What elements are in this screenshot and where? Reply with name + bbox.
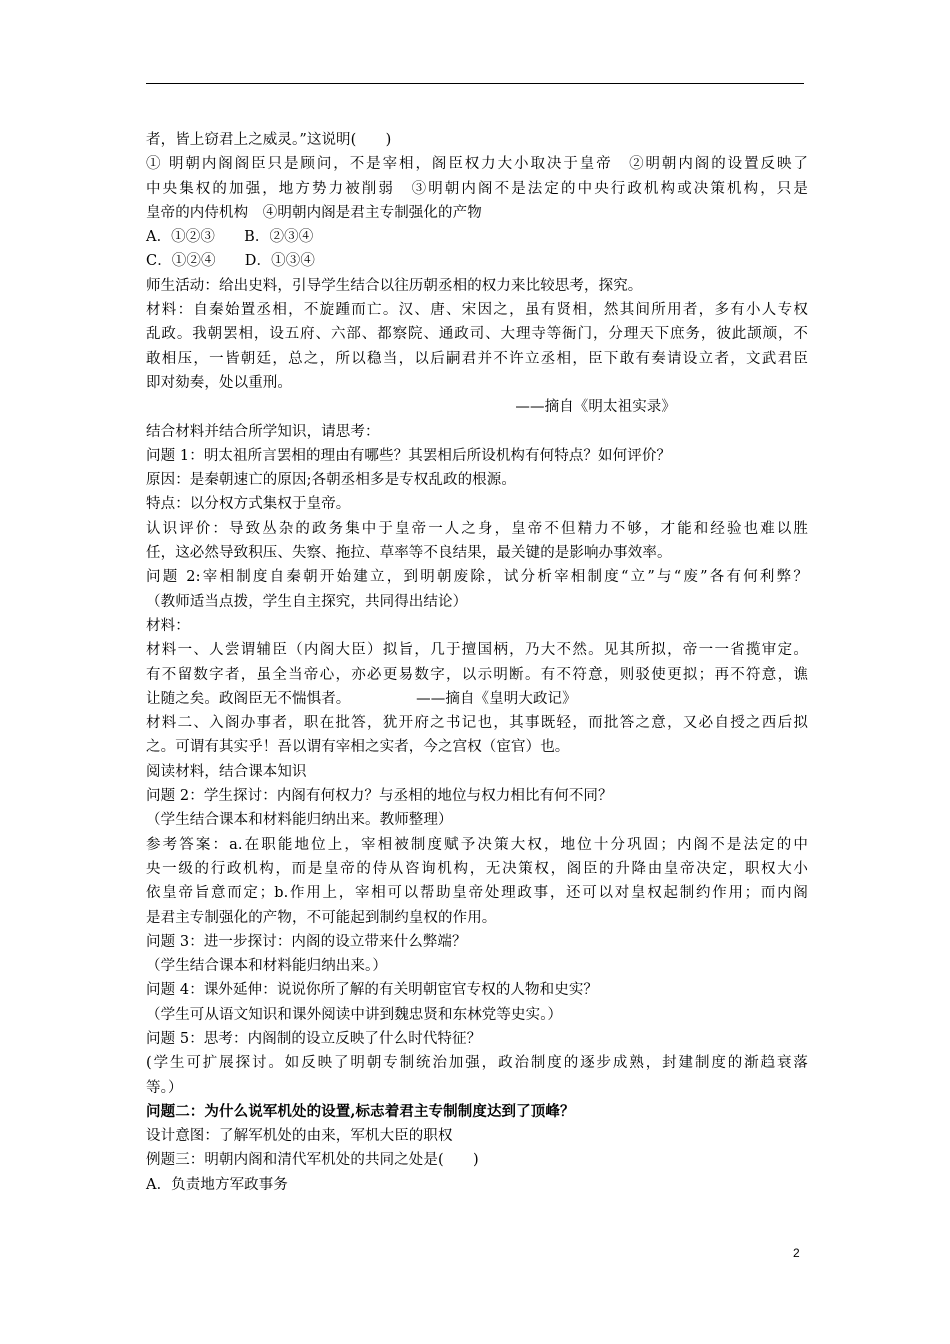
text-line: 即对劾奏，处以重刑。 [146,374,292,391]
text-line: 师生活动：给出史料，引导学生结合以往历朝丞相的权力来比较思考，探究。 [146,277,643,294]
text-line: 阅读材料，结合课本知识 [146,763,307,780]
text-line: 皇帝的内侍机构 ④明朝内阁是君主专制强化的产物 [146,204,482,221]
text-line: 材料：自秦始置丞相，不旋踵而亡。汉、唐、宋因之，虽有贤相，然其间所用者，多有小人专权 [146,302,808,319]
text-line: 中央集权的加强，地方势力被削弱 ③明朝内阁不是法定的中央行政机构或决策机构，只是 [146,180,808,197]
question-line: 例题三：明朝内阁和清代军机处的共同之处是( ) [146,1152,479,1169]
text-line: （学生结合课本和材料能归纳出来。教师整理） [146,812,453,829]
section-heading: 问题二：为什么说军机处的设置,标志着君主专制制度达到了顶峰？ [146,1102,575,1120]
text-line: 等。） [146,1079,183,1096]
question-line: 问题 2：学生探讨：内阁有何权力？与丞相的地位与权力相比有何不同？ [146,788,613,805]
text-line: 央一级的行政机构，而是皇帝的侍从咨询机构，无决策权，阁臣的升降由皇帝决定，职权大小 [146,860,808,877]
text-line: （教师适当点拨，学生自主探究，共同得出结论） [146,593,468,610]
text-line: 依皇帝旨意而定；b.作用上，宰相可以帮助皇帝处理政事，还可以对皇权起制约作用；而内阁 [146,885,808,902]
text-line: 参考答案：a.在职能地位上，宰相被制度赋予决策大权，地位十分巩固；内阁不是法定的中 [146,836,808,853]
text-line: 设计意图：了解军机处的由来，军机大臣的职权 [146,1128,453,1145]
option-line: A．负责地方军政事务 [146,1176,288,1193]
question-line: 问题 3：进一步探讨：内阁的设立带来什么弊端？ [146,933,467,950]
text-line: 敢相压，一皆朝廷，总之，所以稳当，以后嗣君并不许立丞相，臣下敢有奏请设立者，文武君臣 [146,350,808,367]
header-rule [146,83,804,84]
question-line: 问题 1：明太祖所言罢相的理由有哪些？其罢相后所设机构有何特点？如何评价？ [146,447,672,464]
text-line: ① 明朝内阁阁臣只是顾问，不是宰相，阁臣权力大小取决于皇帝 ②明朝内阁的设置反映了 [146,156,808,173]
text-line: 材料一、人尝谓辅臣（内阁大臣）拟旨，几于擅国柄，乃大不然。见其所拟，帝一一省揽审定。 [146,642,808,659]
text-line: 让随之矣。政阁臣无不惴惧者。 ——摘自《皇明大政记》 [146,690,577,707]
text-line: 材料二、入阁办事者，职在批答，犹开府之书记也，其事既轻，而批答之意，又必自授之西后拟 [146,715,808,732]
text-line: （学生可从语文知识和课外阅读中讲到魏忠贤和东林党等史实。） [146,1006,563,1023]
text-line: 乱政。我朝罢相，设五府、六部、都察院、通政司、大理寺等衙门，分理天下庶务，彼此颉颃，不 [146,326,808,343]
text-line: 是君主专制强化的产物，不可能起到制约皇权的作用。 [146,909,497,926]
question-line: 问题 5：思考：内阁制的设立反映了什么时代特征？ [146,1030,482,1047]
page-number: 2 [793,1246,800,1260]
text-line: 有不留数字者，虽全当帝心，亦必更易数字，以示明断。有不符意，则驳使更拟；再不符意，谯 [146,666,808,683]
text-line: 者，皆上窃君上之威灵。”这说明( ) [146,132,392,148]
question-line: 问题 4：课外延伸：说说你所了解的有关明朝宦官专权的人物和史实？ [146,982,599,999]
citation-line: ——摘自《明太祖实录》 [515,399,676,416]
text-line: 之。可谓有其实乎！吾以谓有宰相之实者，今之宫权（宦官）也。 [146,739,570,756]
text-line: 任，这必然导致积压、失察、拖拉、草率等不良结果，最关键的是影响办事效率。 [146,545,672,562]
text-line: （学生结合课本和材料能归纳出来。） [146,958,387,975]
text-line: (学生可扩展探讨。如反映了明朝专制统治加强，政治制度的逐步成熟，封建制度的渐趋衰落 [146,1055,808,1072]
text-line: 特点：以分权方式集权于皇帝。 [146,496,351,513]
question-line: 问题 2:宰相制度自秦朝开始建立，到明朝废除，试分析宰相制度“立”与“废”各有何利弊？ [146,569,808,586]
option-line: C．①②④ D．①③④ [146,253,315,270]
text-line: 材料： [146,617,190,634]
text-line: 认识评价：导致丛杂的政务集中于皇帝一人之身，皇帝不但精力不够，才能和经验也难以胜 [146,520,808,537]
text-line: 结合材料并结合所学知识，请思考： [146,423,380,440]
document-body [146,128,808,1197]
text-line: 原因：是秦朝速亡的原因;各朝丞相多是专权乱政的根源。 [146,472,516,489]
option-line: A．①②③ B．②③④ [146,229,314,246]
